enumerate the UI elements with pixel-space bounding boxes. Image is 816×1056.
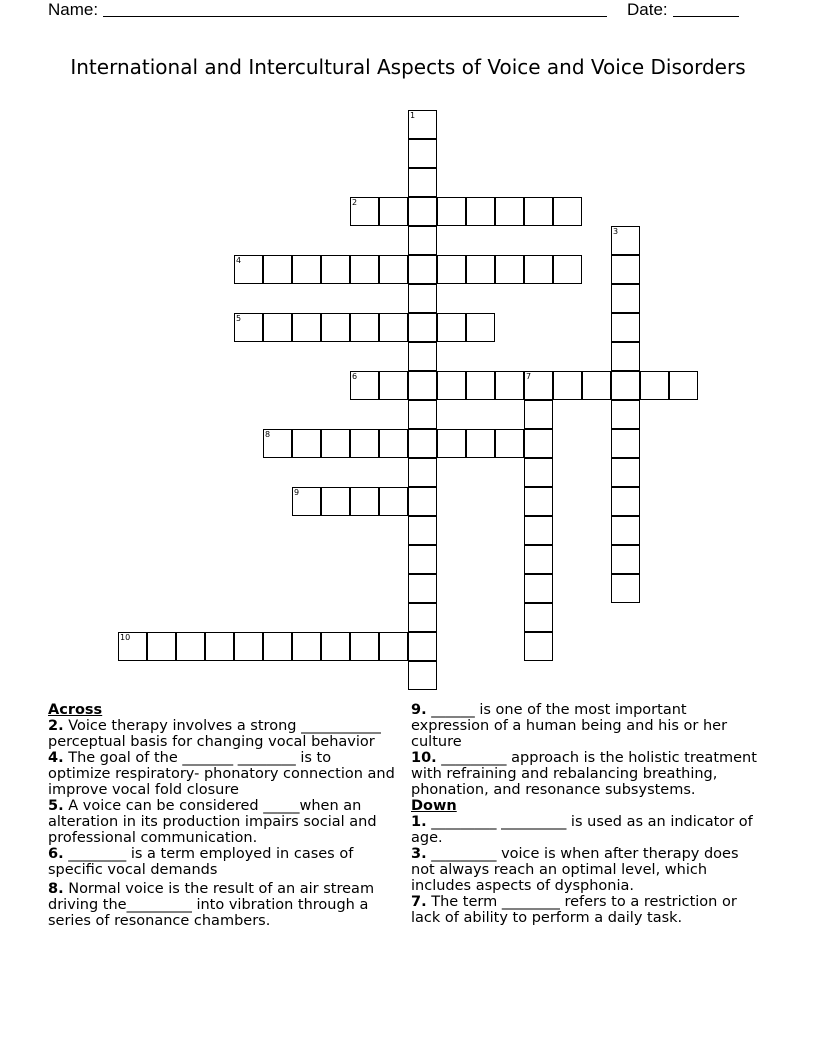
grid-cell[interactable] xyxy=(350,197,379,226)
clues-right-column xyxy=(411,702,761,926)
grid-cell[interactable] xyxy=(263,429,292,458)
grid-cell[interactable] xyxy=(350,313,379,342)
grid-cell[interactable] xyxy=(321,632,350,661)
grid-cell[interactable] xyxy=(611,255,640,284)
cell-number: 2 xyxy=(352,198,358,207)
grid-cell[interactable] xyxy=(611,429,640,458)
grid-cell[interactable] xyxy=(611,487,640,516)
grid-cell[interactable] xyxy=(611,284,640,313)
grid-cell[interactable] xyxy=(495,429,524,458)
clue-number: 8. xyxy=(48,881,64,897)
grid-cell[interactable] xyxy=(408,284,437,313)
grid-cell[interactable] xyxy=(292,255,321,284)
grid-cell[interactable] xyxy=(379,371,408,400)
clue-number: 10. xyxy=(411,750,437,766)
grid-cell[interactable] xyxy=(408,632,437,661)
grid-cell[interactable] xyxy=(379,197,408,226)
grid-cell[interactable] xyxy=(263,632,292,661)
grid-cell[interactable] xyxy=(524,487,553,516)
grid-cell[interactable] xyxy=(408,255,437,284)
cell-number: 5 xyxy=(236,314,242,323)
grid-cell[interactable] xyxy=(611,545,640,574)
grid-cell[interactable] xyxy=(379,429,408,458)
grid-cell[interactable] xyxy=(495,197,524,226)
grid-cell[interactable] xyxy=(408,574,437,603)
grid-cell[interactable] xyxy=(147,632,176,661)
clue-number: 6. xyxy=(48,846,64,862)
cell-number: 8 xyxy=(265,430,271,439)
grid-cell[interactable] xyxy=(611,516,640,545)
clue-item xyxy=(411,894,761,926)
grid-cell[interactable] xyxy=(524,603,553,632)
grid-cell[interactable] xyxy=(524,197,553,226)
grid-cell[interactable] xyxy=(408,139,437,168)
clue-item xyxy=(411,750,761,798)
clue-item xyxy=(48,846,398,878)
grid-cell[interactable] xyxy=(292,632,321,661)
grid-cell[interactable] xyxy=(524,545,553,574)
clue-number: 1. xyxy=(411,814,427,830)
grid-cell[interactable] xyxy=(524,371,553,400)
grid-cell[interactable] xyxy=(234,255,263,284)
clue-text: _________ approach is the holistic treatment with refraining and rebalancing breathing, phonation, and resonance subsystems. xyxy=(411,750,757,798)
clue-number: 3. xyxy=(411,846,427,862)
down-clue-list xyxy=(411,814,761,926)
cell-number: 7 xyxy=(526,372,532,381)
name-label: Name: xyxy=(48,0,99,19)
date-label: Date: xyxy=(627,0,668,19)
grid-cell[interactable] xyxy=(611,574,640,603)
grid-cell[interactable] xyxy=(437,313,466,342)
grid-cell[interactable] xyxy=(408,342,437,371)
grid-cell[interactable] xyxy=(611,313,640,342)
grid-cell[interactable] xyxy=(234,632,263,661)
grid-cell[interactable] xyxy=(495,371,524,400)
grid-cell[interactable] xyxy=(263,255,292,284)
grid-cell[interactable] xyxy=(408,661,437,690)
cell-number: 3 xyxy=(613,227,619,236)
clue-text: Normal voice is the result of an air stream driving the_________ into vibration through a series of resonance chambers. xyxy=(48,881,375,929)
grid-cell[interactable] xyxy=(321,313,350,342)
grid-cell[interactable] xyxy=(321,255,350,284)
clue-text: ________ is a term employed in cases of specific vocal demands xyxy=(48,846,354,878)
clue-text: The goal of the _______ ________ is to optimize respiratory- phonatory connection and improve vocal fold closure xyxy=(48,750,395,798)
grid-cell[interactable] xyxy=(263,313,292,342)
grid-cell[interactable] xyxy=(408,458,437,487)
clue-item xyxy=(411,846,761,894)
grid-cell[interactable] xyxy=(524,458,553,487)
grid-cell[interactable] xyxy=(640,371,669,400)
grid-cell[interactable] xyxy=(292,313,321,342)
grid-cell[interactable] xyxy=(611,371,640,400)
grid-cell[interactable] xyxy=(292,487,321,516)
grid-cell[interactable] xyxy=(611,400,640,429)
grid-cell[interactable] xyxy=(408,168,437,197)
cell-number: 10 xyxy=(120,633,131,642)
clue-item xyxy=(48,718,398,750)
grid-cell[interactable] xyxy=(524,400,553,429)
puzzle-title: International and Intercultural Aspects of Voice and Voice Disorders xyxy=(70,55,746,79)
grid-cell[interactable] xyxy=(553,255,582,284)
cell-number: 9 xyxy=(294,488,300,497)
grid-cell[interactable] xyxy=(408,313,437,342)
grid-cell[interactable] xyxy=(437,197,466,226)
grid-cell[interactable] xyxy=(408,371,437,400)
clue-number: 4. xyxy=(48,750,64,766)
grid-cell[interactable] xyxy=(611,458,640,487)
clue-text: Voice therapy involves a strong ___________ perceptual basis for changing vocal behavior xyxy=(48,718,381,750)
grid-cell[interactable] xyxy=(495,255,524,284)
clue-text: The term ________ refers to a restriction or lack of ability to perform a daily task. xyxy=(411,894,737,926)
clue-text: ______ is one of the most important expression of a human being and his or her culture xyxy=(411,702,728,750)
grid-cell[interactable] xyxy=(379,313,408,342)
grid-cell[interactable] xyxy=(379,255,408,284)
clue-text: _________ voice is when after therapy does not always reach an optimal level, which includes aspects of dysphonia. xyxy=(411,846,739,894)
clue-item xyxy=(411,814,761,846)
grid-cell[interactable] xyxy=(408,226,437,255)
grid-cell[interactable] xyxy=(611,226,640,255)
grid-cell[interactable] xyxy=(234,313,263,342)
cell-number: 6 xyxy=(352,372,358,381)
grid-cell[interactable] xyxy=(350,255,379,284)
grid-cell[interactable] xyxy=(524,429,553,458)
grid-cell[interactable] xyxy=(408,429,437,458)
grid-cell[interactable] xyxy=(321,487,350,516)
grid-cell[interactable] xyxy=(408,197,437,226)
grid-cell[interactable] xyxy=(437,371,466,400)
grid-cell[interactable] xyxy=(205,632,234,661)
across-heading: Across xyxy=(48,702,103,718)
grid-cell[interactable] xyxy=(408,545,437,574)
cell-number: 1 xyxy=(410,111,416,120)
grid-cell[interactable] xyxy=(437,429,466,458)
grid-cell[interactable] xyxy=(466,255,495,284)
grid-cell[interactable] xyxy=(350,487,379,516)
across-clue-list xyxy=(48,718,398,929)
grid-cell[interactable] xyxy=(408,516,437,545)
grid-cell[interactable] xyxy=(524,574,553,603)
grid-cell[interactable] xyxy=(466,371,495,400)
grid-cell[interactable] xyxy=(611,342,640,371)
clue-item xyxy=(48,798,398,846)
cell-number: 4 xyxy=(236,256,242,265)
clue-number: 2. xyxy=(48,718,64,734)
grid-cell[interactable] xyxy=(524,255,553,284)
clue-number: 7. xyxy=(411,894,427,910)
grid-cell[interactable] xyxy=(466,313,495,342)
clue-number: 5. xyxy=(48,798,64,814)
grid-cell[interactable] xyxy=(553,197,582,226)
clue-item xyxy=(411,702,761,750)
grid-cell[interactable] xyxy=(437,255,466,284)
grid-cell[interactable] xyxy=(408,110,437,139)
clues-left-column xyxy=(48,702,398,929)
grid-cell[interactable] xyxy=(379,487,408,516)
down-heading: Down xyxy=(411,798,457,814)
grid-cell[interactable] xyxy=(466,429,495,458)
grid-cell[interactable] xyxy=(176,632,205,661)
grid-cell[interactable] xyxy=(350,429,379,458)
grid-cell[interactable] xyxy=(408,603,437,632)
grid-cell[interactable] xyxy=(582,371,611,400)
grid-cell[interactable] xyxy=(524,632,553,661)
grid-cell[interactable] xyxy=(408,400,437,429)
clue-number: 9. xyxy=(411,702,427,718)
grid-cell[interactable] xyxy=(350,632,379,661)
grid-cell[interactable] xyxy=(350,371,379,400)
grid-cell[interactable] xyxy=(379,632,408,661)
grid-cell[interactable] xyxy=(669,371,698,400)
clue-text: _________ _________ is used as an indicator of age. xyxy=(411,814,753,846)
grid-cell[interactable] xyxy=(553,371,582,400)
grid-cell[interactable] xyxy=(408,487,437,516)
grid-cell[interactable] xyxy=(466,197,495,226)
grid-cell[interactable] xyxy=(292,429,321,458)
grid-cell[interactable] xyxy=(524,516,553,545)
clue-text: A voice can be considered _____when an alteration in its production impairs social and professional communication. xyxy=(48,798,377,846)
clue-item xyxy=(48,750,398,798)
clue-item xyxy=(48,881,398,929)
grid-cell[interactable] xyxy=(118,632,147,661)
grid-cell[interactable] xyxy=(321,429,350,458)
